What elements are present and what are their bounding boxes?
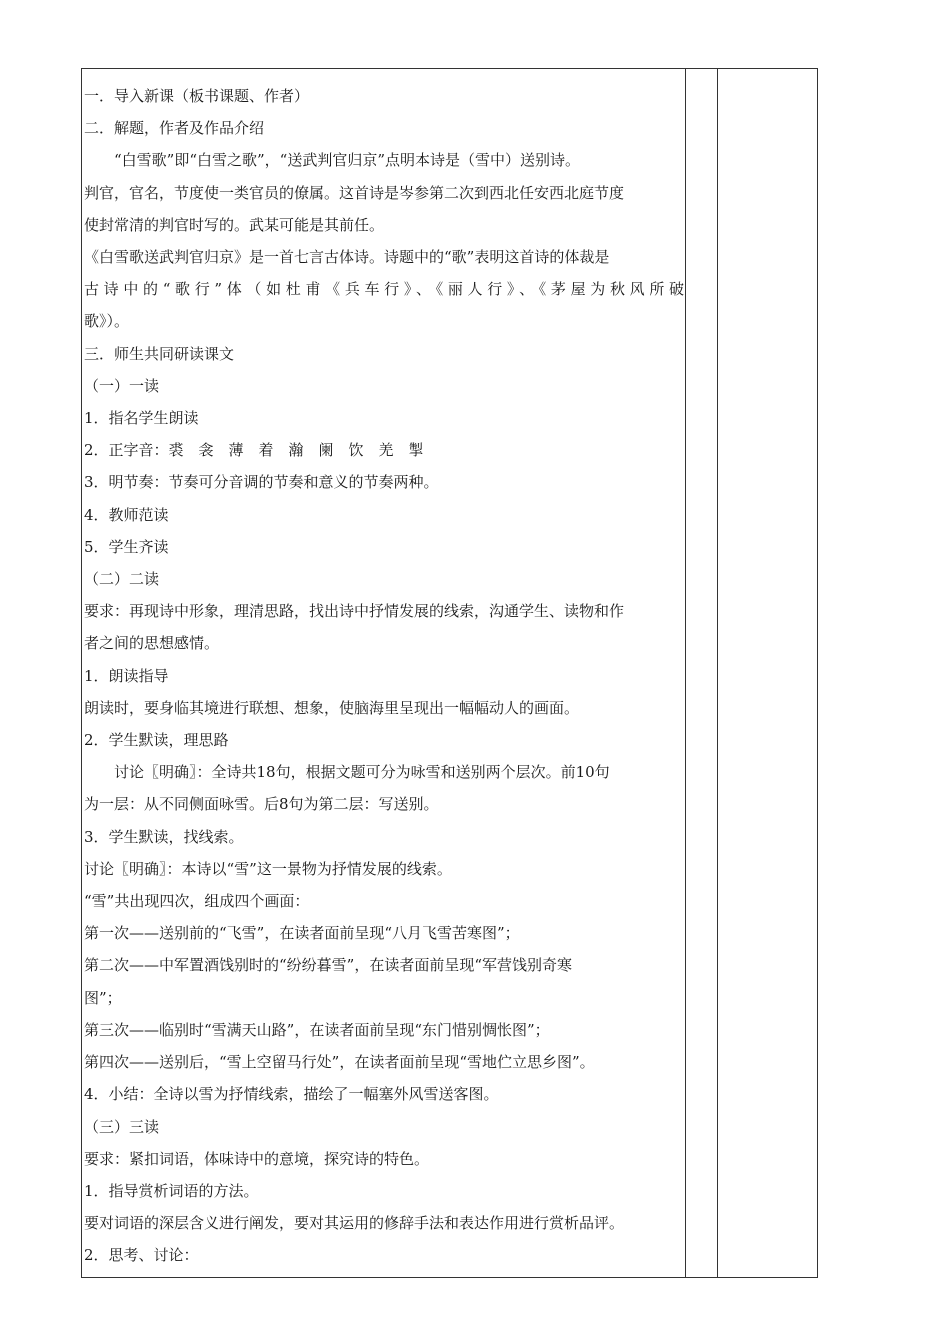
text-line: 讨论〖明确〗：全诗共18句，根据文题可分为咏雪和送别两个层次。前10句: [114, 763, 610, 782]
text-line: 要求：紧扣词语，体味诗中的意境，探究诗的特色。: [84, 1149, 430, 1168]
text-line: 1．指导赏析词语的方法。: [84, 1181, 259, 1200]
text-line: 要求：再现诗中形象，理清思路，找出诗中抒情发展的线索，沟通学生、读物和作: [84, 602, 625, 621]
text-line: 三．师生共同研读课文: [84, 344, 235, 363]
text-line: 1．朗读指导: [84, 666, 169, 685]
text-line: 4．教师范读: [84, 505, 169, 524]
text-line: 二．解题，作者及作品介绍: [84, 119, 265, 138]
text-line: 1．指名学生朗读: [84, 409, 199, 428]
text-line: （三）三读: [84, 1117, 160, 1136]
text-line: 5．学生齐读: [84, 537, 169, 556]
text-line: 为一层：从不同侧面咏雪。后8句为第二层：写送别。: [84, 795, 439, 814]
text-line: 《白雪歌送武判官归京》是一首七言古体诗。诗题中的“歌”表明这首诗的体裁是: [84, 248, 610, 267]
text-line: 朗读时，要身临其境进行联想、想象，使脑海里呈现出一幅幅动人的画面。: [84, 698, 580, 717]
text-line: 图”；: [84, 988, 122, 1007]
empty-remarks-cell: [718, 69, 817, 1277]
text-line: 要对词语的深层含义进行阐发，要对其运用的修辞手法和表达作用进行赏析品评。: [84, 1214, 625, 1233]
text-line: 讨论〖明确〗：本诗以“雪”这一景物为抒情发展的线索。: [84, 859, 452, 878]
text-line: 使封常清的判官时写的。武某可能是其前任。: [84, 215, 385, 234]
text-line: 第一次——送别前的“飞雪”，在读者面前呈现“八月飞雪苦寒图”；: [84, 924, 520, 943]
text-line: 第四次——送别后，“雪上空留马行处”，在读者面前呈现“雪地伫立思乡图”。: [84, 1053, 595, 1072]
text-line: （二）二读: [84, 570, 160, 589]
text-line: 歌》）。: [84, 312, 130, 331]
text-line: “白雪歌”即“白雪之歌”，“送武判官归京”点明本诗是（雪中）送别诗。: [114, 151, 581, 170]
text-line: 3．学生默读，找线索。: [84, 827, 244, 846]
text-line: 第二次——中军置酒饯别时的“纷纷暮雪”，在读者面前呈现“军营饯别奇寒: [84, 956, 573, 975]
text-line: “雪”共出现四次，组成四个画面：: [84, 892, 310, 911]
text-line: 3．明节奏：节奏可分音调的节奏和意义的节奏两种。: [84, 473, 439, 492]
text-line: 2．学生默读，理思路: [84, 731, 229, 750]
lesson-content-cell: [82, 69, 686, 1277]
text-line: 4．小结：全诗以雪为抒情线索，描绘了一幅塞外风雪送客图。: [84, 1085, 499, 1104]
text-line: 第三次——临别时“雪满天山路”，在读者面前呈现“东门惜别惆怅图”；: [84, 1020, 550, 1039]
text-line: 2．思考、讨论：: [84, 1246, 199, 1265]
lesson-table: [81, 68, 818, 1278]
empty-notes-cell: [686, 69, 718, 1277]
text-line: 一．导入新课（板书课题、作者）: [84, 87, 310, 105]
text-line: 者之间的思想感情。: [84, 634, 220, 653]
text-line: 2．正字音：裘 衾 薄 着 瀚 阑 饮 羌 掣: [84, 441, 424, 460]
text-line: （一）一读: [84, 376, 160, 395]
text-line: 古诗中的“歌行”体（如杜甫《兵车行》、《丽人行》、《茅屋为秋风所破: [84, 280, 684, 299]
text-line: 判官，官名，节度使一类官员的僚属。这首诗是岑参第二次到西北任安西北庭节度: [84, 183, 625, 202]
